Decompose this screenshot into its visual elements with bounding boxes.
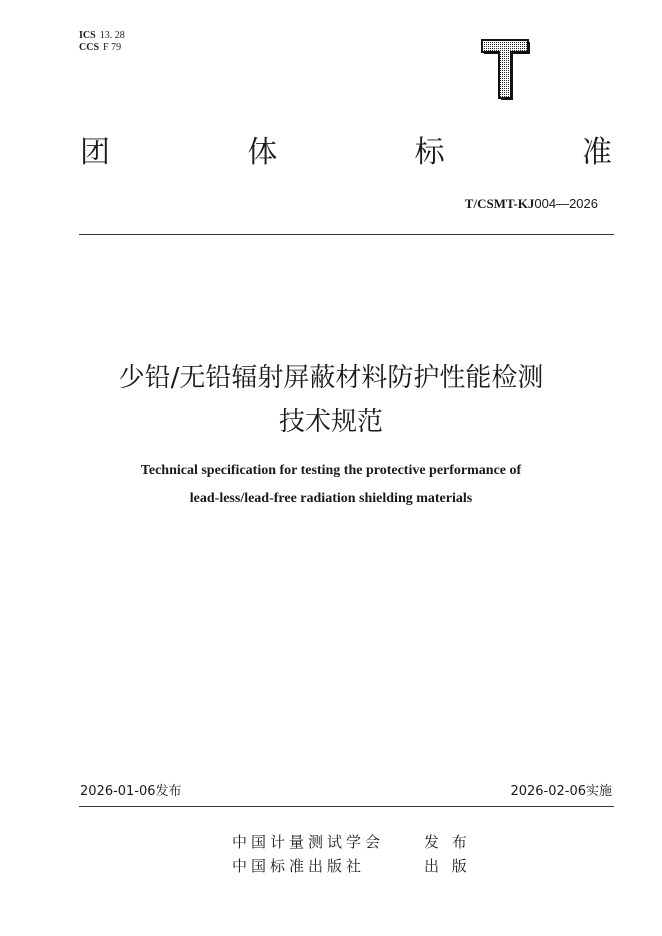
ics-label: ICS [79, 30, 96, 41]
category-char: 准 [581, 135, 612, 170]
publisher-names [232, 830, 384, 878]
issuer-action: 发 布 [424, 833, 471, 851]
publisher-actions [424, 830, 471, 878]
title-cn-line1: 少铅/无铅辐射屏蔽材料防护性能检测 [118, 363, 544, 393]
top-divider [79, 234, 614, 235]
ics-code: 13. 28 [99, 30, 125, 41]
title-en-line1: Technical specification for testing the protective performance of [140, 463, 522, 478]
title-en-line2: lead-less/lead-free radiation shielding materials [189, 491, 473, 506]
category-char: 标 [414, 135, 445, 170]
issue-date: 2026-01-06发布 [80, 784, 182, 799]
standard-number-suffix: 004—2026 [534, 196, 598, 211]
publisher-name: 中国标准出版社 [232, 857, 366, 875]
issuer-name: 中国计量测试学会 [232, 833, 385, 851]
publisher-action: 出 版 [424, 857, 471, 875]
ics-line [79, 30, 125, 42]
t-logo-icon [480, 38, 532, 102]
category-char: 体 [247, 135, 278, 170]
ccs-code: F 79 [103, 42, 122, 53]
title-cn-line2: 技术规范 [278, 407, 383, 437]
ccs-line [79, 42, 125, 54]
ccs-label: CCS [79, 42, 100, 53]
standard-number-prefix: T/CSMT-KJ [464, 196, 535, 211]
standard-category [80, 135, 612, 171]
standard-number [465, 196, 598, 213]
implement-date: 2026-02-06实施 [510, 784, 612, 799]
ics-ccs-codes [79, 30, 125, 54]
category-char: 团 [80, 135, 110, 170]
bottom-divider [79, 806, 614, 807]
